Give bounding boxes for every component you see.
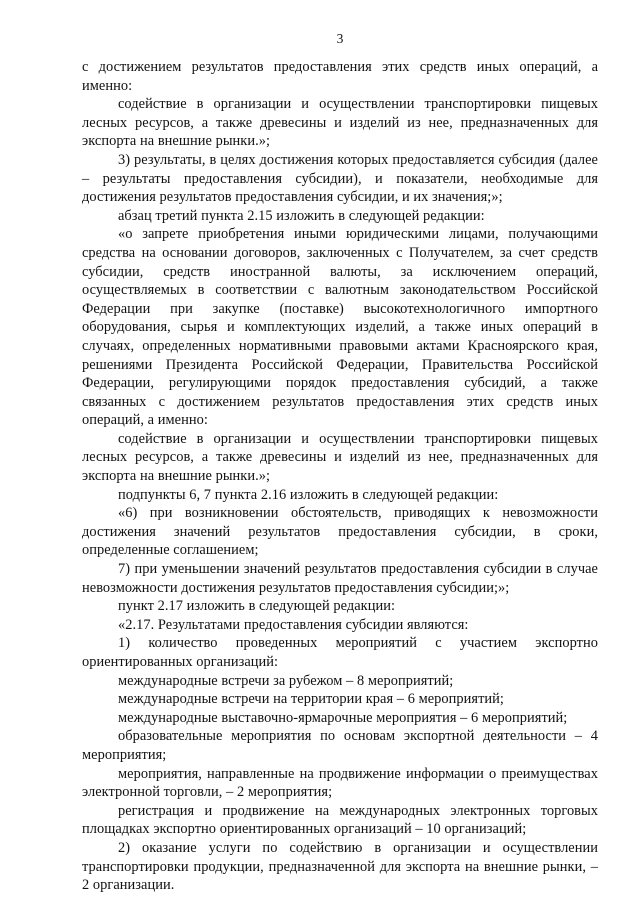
- paragraph: «6) при возникновении обстоятельств, приводящих к невозможности достижения значений результатов предоставления субсидии, в сроки, определенные соглашением;: [82, 505, 598, 559]
- paragraph: регистрация и продвижение на международных электронных торговых площадках экспортно ориентированных организаций – 10 организаций;: [82, 802, 598, 838]
- document-body: [82, 58, 598, 895]
- paragraph: подпункты 6, 7 пункта 2.16 изложить в следующей редакции:: [118, 486, 499, 503]
- paragraph: международные встречи за рубежом – 8 мероприятий;: [118, 672, 454, 689]
- paragraph: 2) оказание услуги по содействию в организации и осуществлении транспортировки продукции, предназначенной для экспорта на внешние рынки, – 2 организации.: [82, 839, 598, 894]
- paragraph: 3) результаты, в целях достижения которых предоставляется субсидия (далее – результаты предоставления субсидии), и показатели, необходимые для достижения результатов предоставления субсидии, и их значения;»;: [82, 151, 598, 206]
- paragraph: абзац третий пункта 2.15 изложить в следующей редакции:: [118, 207, 485, 224]
- paragraph: «о запрете приобретения иными юридическими лицами, получающими средства на основании договоров, заключенных с Получателем, за счет средств субсидии, средств иностранной валюты, за исключением операций, осуществляемых в соответствии с валютным законодательством Российской Федерации при закупке (поставке) высокотехнологичного импортного оборудования, сырья и комплектующих изделий, а также иных операций в случаях, определенных нормативными правовыми актами Красноярского края, решениями Президента Российской Федерации, Правительства Российской Федерации, регулирующими порядок предоставления субсидий, а также связанных с достижением результатов предоставления этих средств иных операций, а именно:: [82, 226, 598, 429]
- paragraph: содействие в организации и осуществлении транспортировки пищевых лесных ресурсов, а также древесины и изделий из нее, предназначенных для экспорта на внешние рынки.»;: [82, 430, 598, 485]
- page-number: 3: [336, 31, 344, 46]
- paragraph: содействие в организации и осуществлении транспортировки пищевых лесных ресурсов, а также древесины и изделий из нее, предназначенных для экспорта на внешние рынки.»;: [82, 96, 598, 150]
- paragraph: пункт 2.17 изложить в следующей редакции:: [118, 598, 396, 615]
- paragraph: международные выставочно-ярмарочные мероприятия – 6 мероприятий;: [118, 709, 568, 726]
- paragraph: мероприятия, направленные на продвижение информации о преимуществах электронной торговли, – 2 мероприятия;: [82, 765, 598, 801]
- paragraph: международные встречи на территории края – 6 мероприятий;: [118, 691, 504, 708]
- paragraph: образовательные мероприятия по основам экспортной деятельности – 4 мероприятия;: [82, 728, 598, 763]
- paragraph: 7) при уменьшении значений результатов предоставления субсидии в случае невозможности достижения результатов предоставления субсидии;»;: [82, 561, 598, 596]
- paragraph: «2.17. Результатами предоставления субсидии являются:: [118, 616, 469, 633]
- paragraph: с достижением результатов предоставления этих средств иных операций, а именно:: [82, 59, 598, 94]
- paragraph: 1) количество проведенных мероприятий с участием экспортно ориентированных организаций:: [82, 635, 598, 670]
